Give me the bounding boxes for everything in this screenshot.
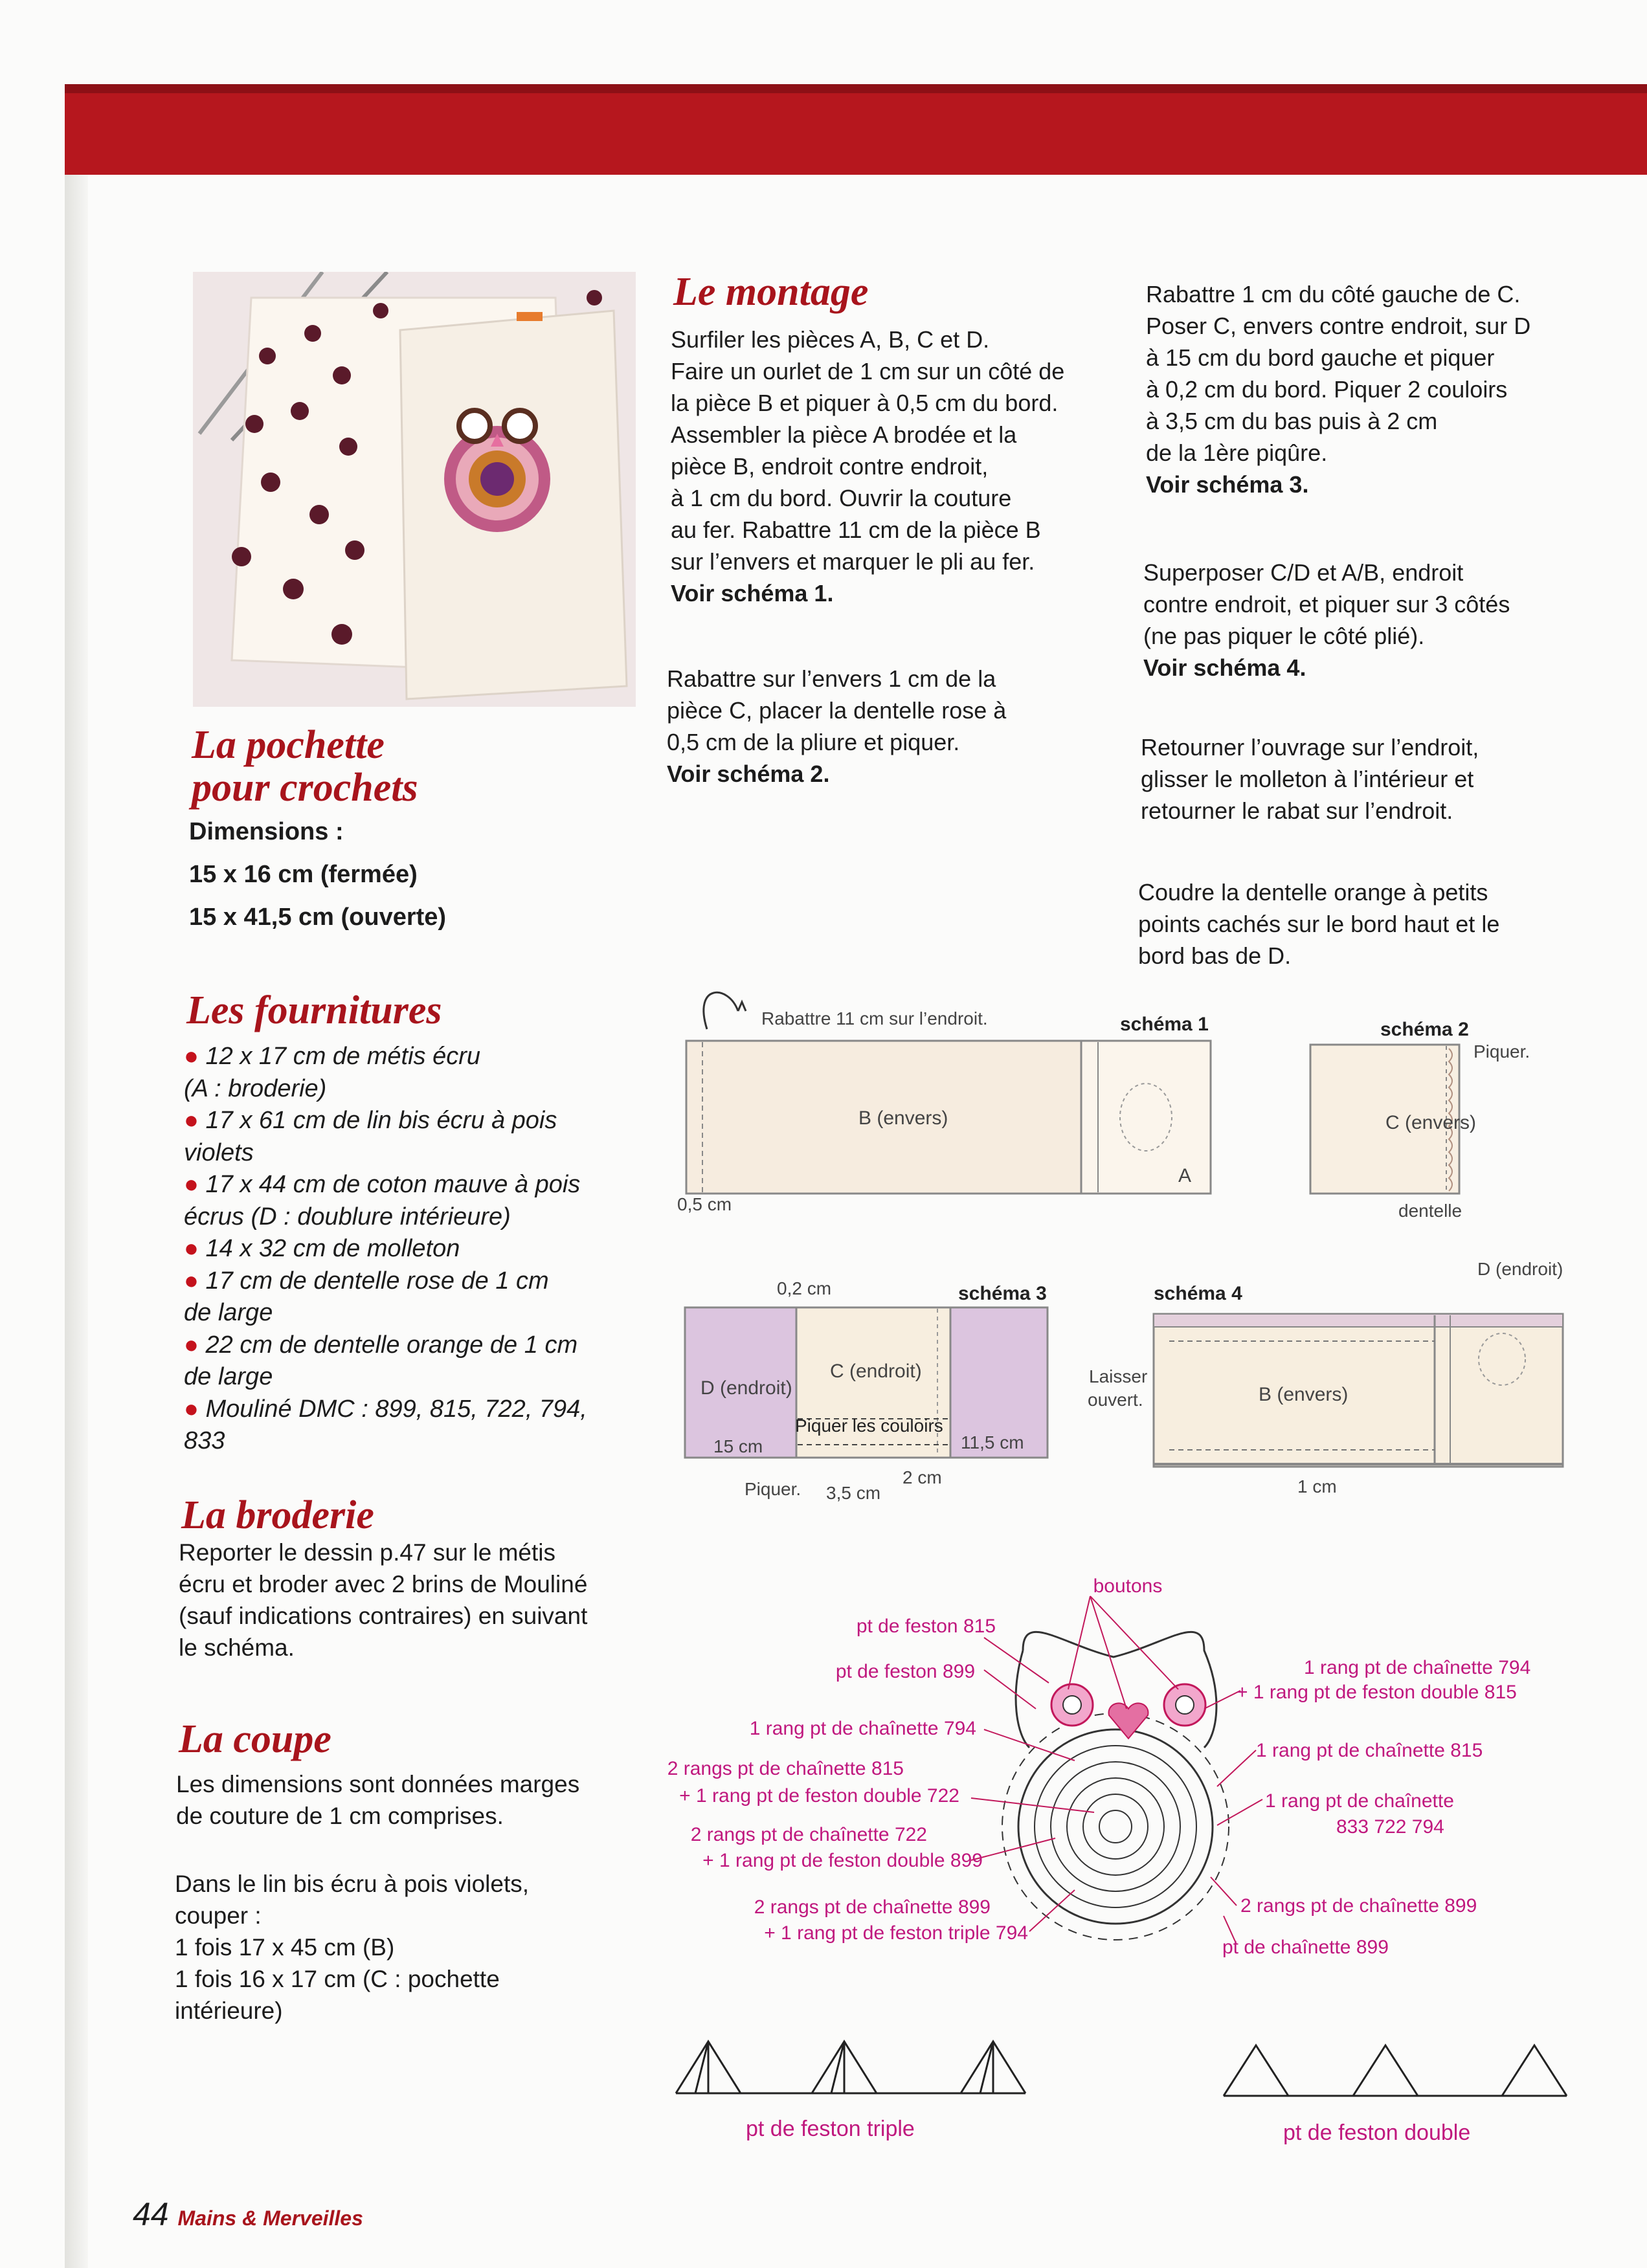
owl-labels-right	[1222, 1657, 1530, 1958]
owl-left-label: 2 rangs pt de chaînette 899	[754, 1896, 991, 1918]
text-line: Poser C, envers contre endroit, sur D	[1146, 313, 1531, 339]
text-line: de la 1ère piqûre.	[1146, 439, 1328, 466]
broderie-title: La broderie	[181, 1493, 374, 1537]
text-line: Reporter le dessin p.47 sur le métis	[179, 1539, 555, 1566]
dimension-closed: 15 x 16 cm (fermée)	[189, 861, 418, 888]
text-line: à 15 cm du bord gauche et piquer	[1146, 344, 1495, 371]
schema-4	[1088, 1259, 1563, 1496]
c-envers-label: C (envers)	[1385, 1112, 1477, 1133]
text-line: à 0,2 cm du bord. Piquer 2 couloirs	[1146, 376, 1508, 403]
text-line: Superposer C/D et A/B, endroit	[1143, 559, 1464, 586]
fourniture-text: de large	[184, 1299, 273, 1326]
piquer-label: Piquer.	[745, 1479, 801, 1499]
width-15-label: 15 cm	[713, 1436, 763, 1456]
owl-left-label: 1 rang pt de chaînette 794	[749, 1718, 976, 1739]
text-line: (sauf indications contraires) en suivant	[179, 1603, 588, 1629]
fournitures-title: Les fournitures	[186, 988, 442, 1032]
margin-label: 0,5 cm	[677, 1194, 732, 1214]
height-3-5-label: 3,5 cm	[826, 1483, 881, 1503]
montage-title: Le montage	[673, 270, 869, 314]
schema-reference: Voir schéma 4.	[1143, 654, 1306, 681]
boutons-label: boutons	[1093, 1575, 1163, 1597]
text-line: Coudre la dentelle orange à petits	[1138, 879, 1488, 906]
text-line: de couture de 1 cm comprises.	[176, 1803, 504, 1829]
schema-2	[1310, 1019, 1530, 1221]
text-line: contre endroit, et piquer sur 3 côtés	[1143, 591, 1510, 617]
fourniture-text: 833	[184, 1427, 225, 1454]
owl-left-label: + 1 rang pt de feston double 899	[702, 1850, 983, 1871]
schema-4-title: schéma 4	[1154, 1283, 1242, 1304]
schema-2-title: schéma 2	[1380, 1019, 1469, 1040]
owl-right-label: 1 rang pt de chaînette 815	[1256, 1740, 1483, 1761]
bullet-icon: ●	[184, 1043, 206, 1070]
fourniture-text: violets	[184, 1139, 254, 1166]
owl-right-label: pt de chaînette 899	[1222, 1937, 1389, 1958]
fourniture-text: 17 x 61 cm de lin bis écru à pois	[205, 1107, 557, 1134]
owl-right-label: 1 rang pt de chaînette 794	[1304, 1657, 1531, 1678]
magazine-brand: Mains & Merveilles	[177, 2207, 363, 2230]
dentelle-label: dentelle	[1398, 1201, 1462, 1221]
one-cm-label: 1 cm	[1297, 1476, 1337, 1496]
text-line: Retourner l’ouvrage sur l’endroit,	[1141, 734, 1479, 761]
owl-left-label: + 1 rang pt de feston double 722	[679, 1785, 959, 1807]
schema-1	[677, 992, 1211, 1214]
text-line: Faire un ourlet de 1 cm sur un côté de	[671, 358, 1065, 384]
c-endroit-label: C (endroit)	[830, 1361, 922, 1382]
text-line: Rabattre sur l’envers 1 cm de la	[667, 665, 996, 692]
fourniture-text: Mouliné DMC : 899, 815, 722, 794,	[205, 1395, 587, 1423]
fourniture-text: 12 x 17 cm de métis écru	[205, 1043, 481, 1070]
fourniture-text: de large	[184, 1363, 273, 1390]
owl-right-label: 2 rangs pt de chaînette 899	[1240, 1895, 1477, 1917]
schema-reference: Voir schéma 1.	[671, 580, 834, 606]
ouvert-label: ouvert.	[1088, 1390, 1143, 1410]
owl-right-label: 1 rang pt de chaînette	[1265, 1790, 1454, 1812]
couloirs-label: Piquer les couloirs	[795, 1416, 943, 1436]
text-line: Les dimensions sont données marges	[176, 1771, 580, 1797]
owl-left-label: + 1 rang pt de feston triple 794	[764, 1922, 1028, 1944]
text-line: Surfiler les pièces A, B, C et D.	[671, 326, 990, 353]
page-footer	[133, 2196, 363, 2233]
text-line: à 1 cm du bord. Ouvrir la couture	[671, 485, 1012, 511]
fourniture-text: 17 x 44 cm de coton mauve à pois	[205, 1171, 581, 1198]
owl-right-label: + 1 rang pt de feston double 815	[1237, 1682, 1517, 1703]
width-11-5-label: 11,5 cm	[961, 1432, 1024, 1452]
piquer-label: Piquer.	[1473, 1041, 1530, 1062]
top-measure: 0,2 cm	[777, 1278, 832, 1298]
text-line: au fer. Rabattre 11 cm de la pièce B	[671, 517, 1041, 543]
stitch-triple	[676, 2041, 1025, 2093]
d-endroit-label: D (endroit)	[700, 1377, 792, 1399]
text-line: pièce B, endroit contre endroit,	[671, 453, 989, 480]
dimension-open: 15 x 41,5 cm (ouverte)	[189, 904, 447, 931]
owl-left-label: 2 rangs pt de chaînette 722	[690, 1824, 927, 1845]
owl-labels	[667, 1575, 1163, 1944]
text-line: 0,5 cm de la pliure et piquer.	[667, 729, 960, 755]
text-line: couper :	[175, 1902, 262, 1929]
stitch-double	[1224, 2045, 1567, 2096]
owl-embroidery-diagram	[971, 1596, 1262, 1944]
text-line: 1 fois 17 x 45 cm (B)	[175, 1934, 395, 1961]
text-line: Dans le lin bis écru à pois violets,	[175, 1871, 530, 1897]
text-line: bord bas de D.	[1138, 942, 1292, 969]
stitch-double-label: pt de feston double	[1283, 2120, 1471, 2145]
text-line: points cachés sur le bord haut et le	[1138, 911, 1500, 937]
page-number: 44	[133, 2196, 169, 2232]
text-line: retourner le rabat sur l’endroit.	[1141, 797, 1453, 824]
stitch-triple-label: pt de feston triple	[746, 2117, 915, 2141]
fourniture-text: 22 cm de dentelle orange de 1 cm	[205, 1331, 578, 1359]
text-line: à 3,5 cm du bas puis à 2 cm	[1146, 408, 1438, 434]
text-line: le schéma.	[179, 1634, 295, 1661]
text-line: Assembler la pièce A brodée et la	[671, 421, 1017, 448]
fourniture-text: écrus (D : doublure intérieure)	[184, 1203, 511, 1230]
schema-reference: Voir schéma 2.	[667, 761, 830, 787]
owl-right-label: 833 722 794	[1336, 1816, 1444, 1838]
text-line: 1 fois 16 x 17 cm (C : pochette	[175, 1966, 500, 1992]
bullet-icon: ●	[184, 1171, 206, 1198]
bullet-icon: ●	[184, 1331, 206, 1359]
schema-3	[685, 1278, 1048, 1503]
coupe-title: La coupe	[179, 1717, 331, 1761]
b-envers-label: B (envers)	[858, 1107, 948, 1129]
b-envers-label: B (envers)	[1259, 1384, 1349, 1405]
text-line: la pièce B et piquer à 0,5 cm du bord.	[671, 390, 1059, 416]
d-endroit-label: D (endroit)	[1477, 1259, 1563, 1279]
fold-note: Rabattre 11 cm sur l’endroit.	[761, 1008, 988, 1028]
bullet-icon: ●	[184, 1267, 206, 1295]
title-line: pour crochets	[192, 766, 418, 810]
text-line: (ne pas piquer le côté plié).	[1143, 623, 1425, 649]
schema-reference: Voir schéma 3.	[1146, 471, 1309, 498]
bullet-icon: ●	[184, 1107, 206, 1134]
bullet-icon: ●	[184, 1235, 206, 1262]
schema-1-title: schéma 1	[1120, 1014, 1209, 1035]
text-line: pièce C, placer la dentelle rose à	[667, 697, 1007, 724]
text-line: Rabattre 1 cm du côté gauche de C.	[1146, 281, 1521, 307]
owl-left-label: pt de feston 815	[856, 1616, 996, 1637]
height-2-label: 2 cm	[902, 1467, 942, 1487]
text-line: sur l’envers et marquer le pli au fer.	[671, 548, 1035, 575]
fourniture-text: 17 cm de dentelle rose de 1 cm	[205, 1267, 549, 1295]
owl-left-label: pt de feston 899	[835, 1661, 975, 1682]
text-line: glisser le molleton à l’intérieur et	[1141, 766, 1474, 792]
text-line: intérieure)	[175, 1997, 283, 2024]
dimensions-label: Dimensions :	[189, 818, 344, 845]
owl-left-label: 2 rangs pt de chaînette 815	[667, 1758, 904, 1779]
a-label: A	[1178, 1165, 1192, 1186]
text-line: écru et broder avec 2 brins de Mouliné	[179, 1571, 588, 1597]
fourniture-text: 14 x 32 cm de molleton	[205, 1235, 460, 1262]
schema-3-title: schéma 3	[958, 1283, 1047, 1304]
laisser-label: Laisser	[1089, 1366, 1148, 1386]
fourniture-text: (A : broderie)	[184, 1074, 327, 1102]
title-line: La pochette	[192, 723, 385, 767]
bullet-icon: ●	[184, 1395, 206, 1423]
